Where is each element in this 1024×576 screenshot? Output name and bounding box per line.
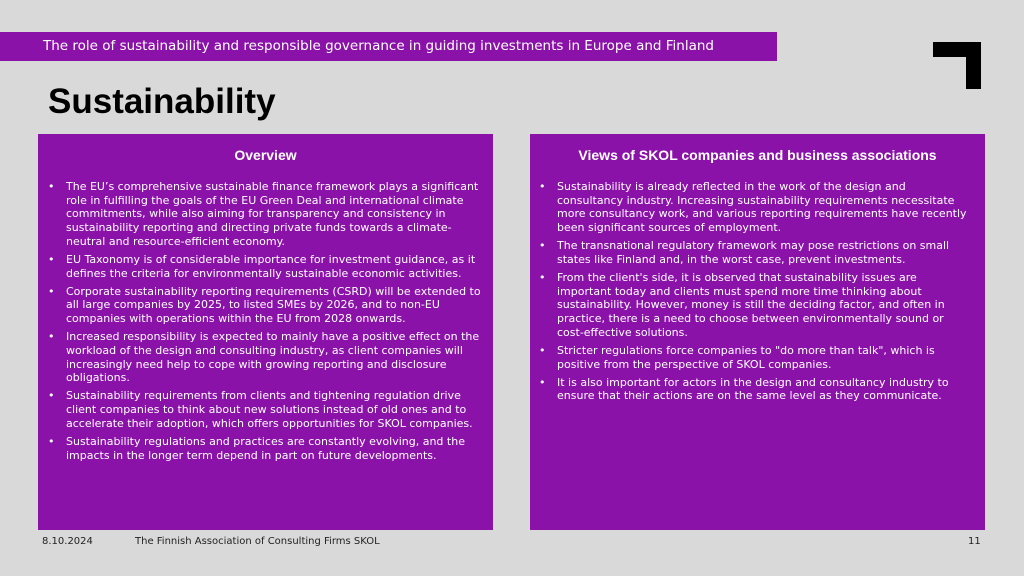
views-bullet-item: [539, 343, 973, 371]
views-panel: [530, 134, 985, 530]
footer-date: 8.10.2024: [42, 536, 93, 547]
overview-bullet-text: Sustainability requirements from clients and tightening regulation drive client companies to think about new solutions instead of old ones and to accelerate their adoption, which offers opportunities for SKOL companies.: [66, 389, 473, 430]
bullet-icon: •: [539, 180, 546, 193]
bullet-icon: •: [539, 343, 546, 357]
overview-bullet-list: [38, 180, 493, 462]
views-bullet-text: It is also important for actors in the design and consultancy industry to ensure that their actions are on the same level as they communicate.: [557, 375, 949, 403]
overview-bullet-text: Corporate sustainability reporting requirements (CSRD) will be extended to all large companies by 2025, to listed SMEs by 2026, and to non-EU companies with operations within the EU from 2028 onwards.: [66, 284, 481, 326]
banner-text: The role of sustainability and responsible governance in guiding investments in Europe and Finland: [43, 38, 714, 54]
bullet-icon: •: [48, 252, 55, 266]
overview-bullet-item: [48, 389, 483, 430]
logo-bar-vertical: [966, 42, 981, 89]
page-number: 11: [968, 536, 981, 547]
bullet-icon: •: [48, 434, 55, 448]
views-bullet-item: [539, 239, 973, 266]
overview-panel: [38, 134, 493, 530]
bullet-icon: •: [48, 389, 55, 403]
views-bullet-item: [539, 375, 973, 403]
page-title: Sustainability: [48, 82, 276, 121]
views-bullet-text: Sustainability is already reflected in the work of the design and consultancy industry. Increasing sustainability requirements necessitate more consultancy work, and various reporting requirements have recently been significant sources of employment.: [557, 180, 967, 235]
overview-bullet-text: The EU’s comprehensive sustainable finance framework plays a significant role in fulfilling the goals of the EU Green Deal and international climate commitments, while also aiming for transparency and consistency in sustainability reporting and directing private funds towards a climate-neutral and resource-efficient economy.: [66, 180, 479, 248]
overview-bullet-item: [48, 180, 483, 249]
footer-organization: The Finnish Association of Consulting Firms SKOL: [135, 536, 380, 547]
overview-heading: Overview: [234, 147, 297, 163]
views-bullet-item: [539, 271, 973, 340]
bullet-icon: •: [48, 180, 55, 193]
bullet-icon: •: [48, 330, 55, 344]
overview-bullet-item: [48, 330, 483, 385]
bullet-icon: •: [539, 239, 546, 253]
views-bullet-text: The transnational regulatory framework may pose restrictions on small states like Finland and, in the worst case, prevent investments.: [557, 239, 950, 266]
overview-bullet-item: [48, 434, 483, 462]
overview-bullet-text: Sustainability regulations and practices are constantly evolving, and the impacts in the longer term depend in part on future developments.: [66, 434, 465, 462]
overview-bullet-item: [48, 252, 483, 280]
views-bullet-item: [539, 180, 973, 235]
views-bullet-text: Stricter regulations force companies to "do more than talk", which is positive from the perspective of SKOL companies.: [557, 343, 935, 371]
bullet-icon: •: [539, 271, 546, 284]
skol-logo: [933, 42, 981, 89]
overview-bullet-text: EU Taxonomy is of considerable importance for investment guidance, as it defines the criteria for environmentally sustainable economic activities.: [66, 252, 476, 280]
overview-bullet-item: [48, 284, 483, 326]
bullet-icon: •: [48, 284, 55, 298]
overview-bullet-text: Increased responsibility is expected to mainly have a positive effect on the workload of the design and consulting industry, as client companies will increasingly need help to cope with growing reporting and disclosure obligations.: [66, 330, 480, 385]
views-bullet-list: [530, 180, 985, 403]
slide-banner: [0, 32, 777, 61]
bullet-icon: •: [539, 375, 546, 389]
views-heading: Views of SKOL companies and business associations: [578, 147, 937, 163]
views-bullet-text: From the client's side, it is observed that sustainability issues are important today and clients must spend more time thinking about sustainability. However, money is still the deciding factor, and often in practice, there is a need to choose between environmentally sound or cost-effective solutions.: [557, 271, 945, 339]
